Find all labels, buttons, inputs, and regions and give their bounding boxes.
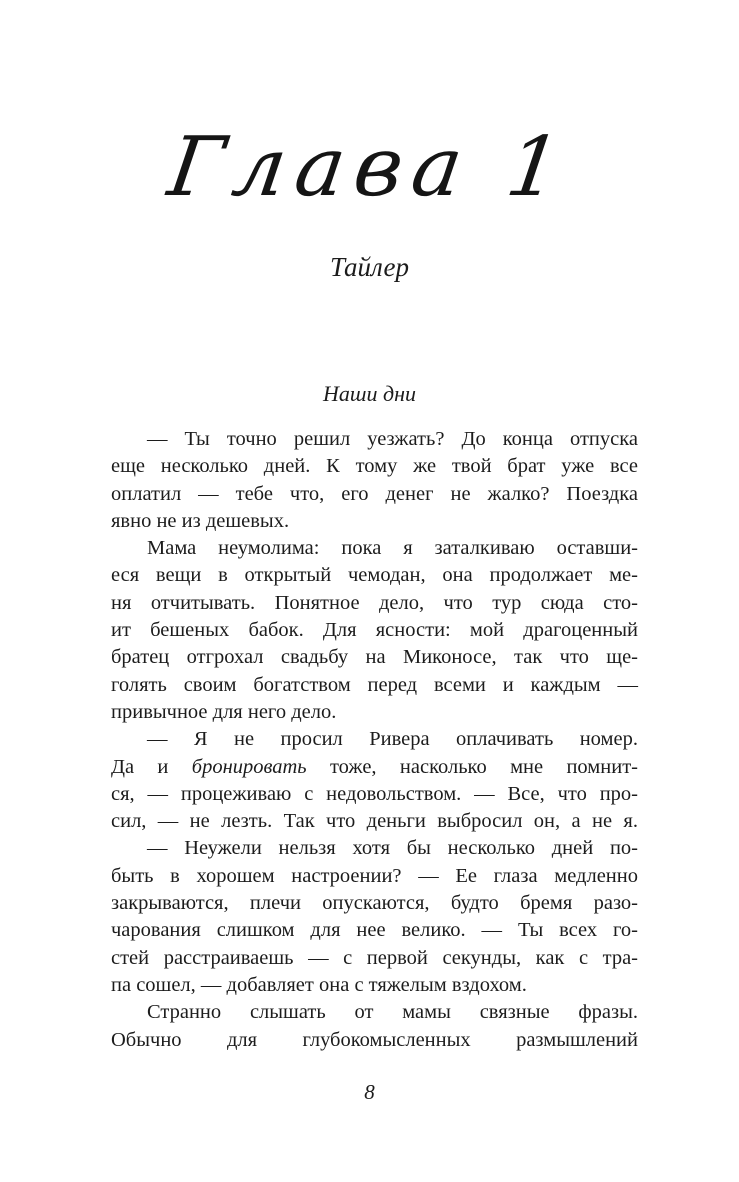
chapter-timeframe: Наши дни bbox=[322, 381, 417, 406]
text-line: ся, — процеживаю с недовольством. — Все, что про- bbox=[111, 782, 638, 805]
text-line: — Неужели нельзя хотя бы несколько дней по- bbox=[147, 837, 638, 860]
emphasized-word: бронировать bbox=[191, 755, 307, 778]
paragraph bbox=[111, 535, 638, 726]
text-line: еще несколько дней. К тому же твой брат уже все bbox=[111, 455, 638, 478]
body-text bbox=[111, 426, 638, 1054]
text-line: братец отгрохал свадьбу на Миконосе, так что ще- bbox=[111, 646, 638, 669]
text-line-with-emphasis bbox=[111, 754, 638, 781]
text-line: голять своим богатством перед всеми и каждым — bbox=[111, 673, 638, 696]
text-line: явно не из дешевых. bbox=[111, 509, 290, 532]
text-line: Странно слышать от мамы связные фразы. bbox=[147, 1001, 638, 1024]
paragraph bbox=[111, 835, 638, 999]
text-line: — Ты точно решил уезжать? До конца отпуска bbox=[147, 428, 638, 450]
text-line: привычное для него дело. bbox=[111, 700, 337, 723]
text-line: стей расстраиваешь — с первой секунды, как с тра- bbox=[111, 946, 638, 969]
chapter-character-name: Тайлер bbox=[330, 252, 409, 282]
text-line: ит бешеных бабок. Для ясности: мой драгоценный bbox=[111, 619, 638, 642]
text-line: еся вещи в открытый чемодан, она продолжает ме- bbox=[111, 564, 638, 587]
text-line: Мама неумолима: пока я заталкиваю оставши- bbox=[147, 537, 638, 560]
page-number: 8 bbox=[364, 1080, 375, 1104]
text-segment: Да и bbox=[111, 755, 192, 778]
paragraph bbox=[111, 726, 638, 835]
text-segment: тоже, насколько мне помнит- bbox=[306, 755, 638, 778]
text-line: — Я не просил Ривера оплачивать номер. bbox=[147, 728, 638, 751]
text-line: оплатил — тебе что, его денег не жалко? Поездка bbox=[111, 482, 638, 505]
text-line: чарования слишком для нее велико. — Ты всех го- bbox=[111, 919, 638, 942]
text-line: закрываются, плечи опускаются, будто бремя разо- bbox=[111, 892, 638, 915]
text-line: сил, — не лезть. Так что деньги выбросил он, а не я. bbox=[111, 810, 638, 833]
paragraph bbox=[111, 426, 638, 535]
paragraph bbox=[111, 999, 638, 1054]
text-line: быть в хорошем настроении? — Ее глаза медленно bbox=[111, 864, 638, 887]
text-line: ня отчитывать. Понятное дело, что тур сюда сто- bbox=[111, 591, 638, 614]
text-line: па сошел, — добавляет она с тяжелым вздохом. bbox=[111, 973, 527, 996]
text-line: Обычно для глубокомысленных размышлений bbox=[111, 1028, 638, 1051]
chapter-title: Глава 1 bbox=[162, 120, 577, 215]
